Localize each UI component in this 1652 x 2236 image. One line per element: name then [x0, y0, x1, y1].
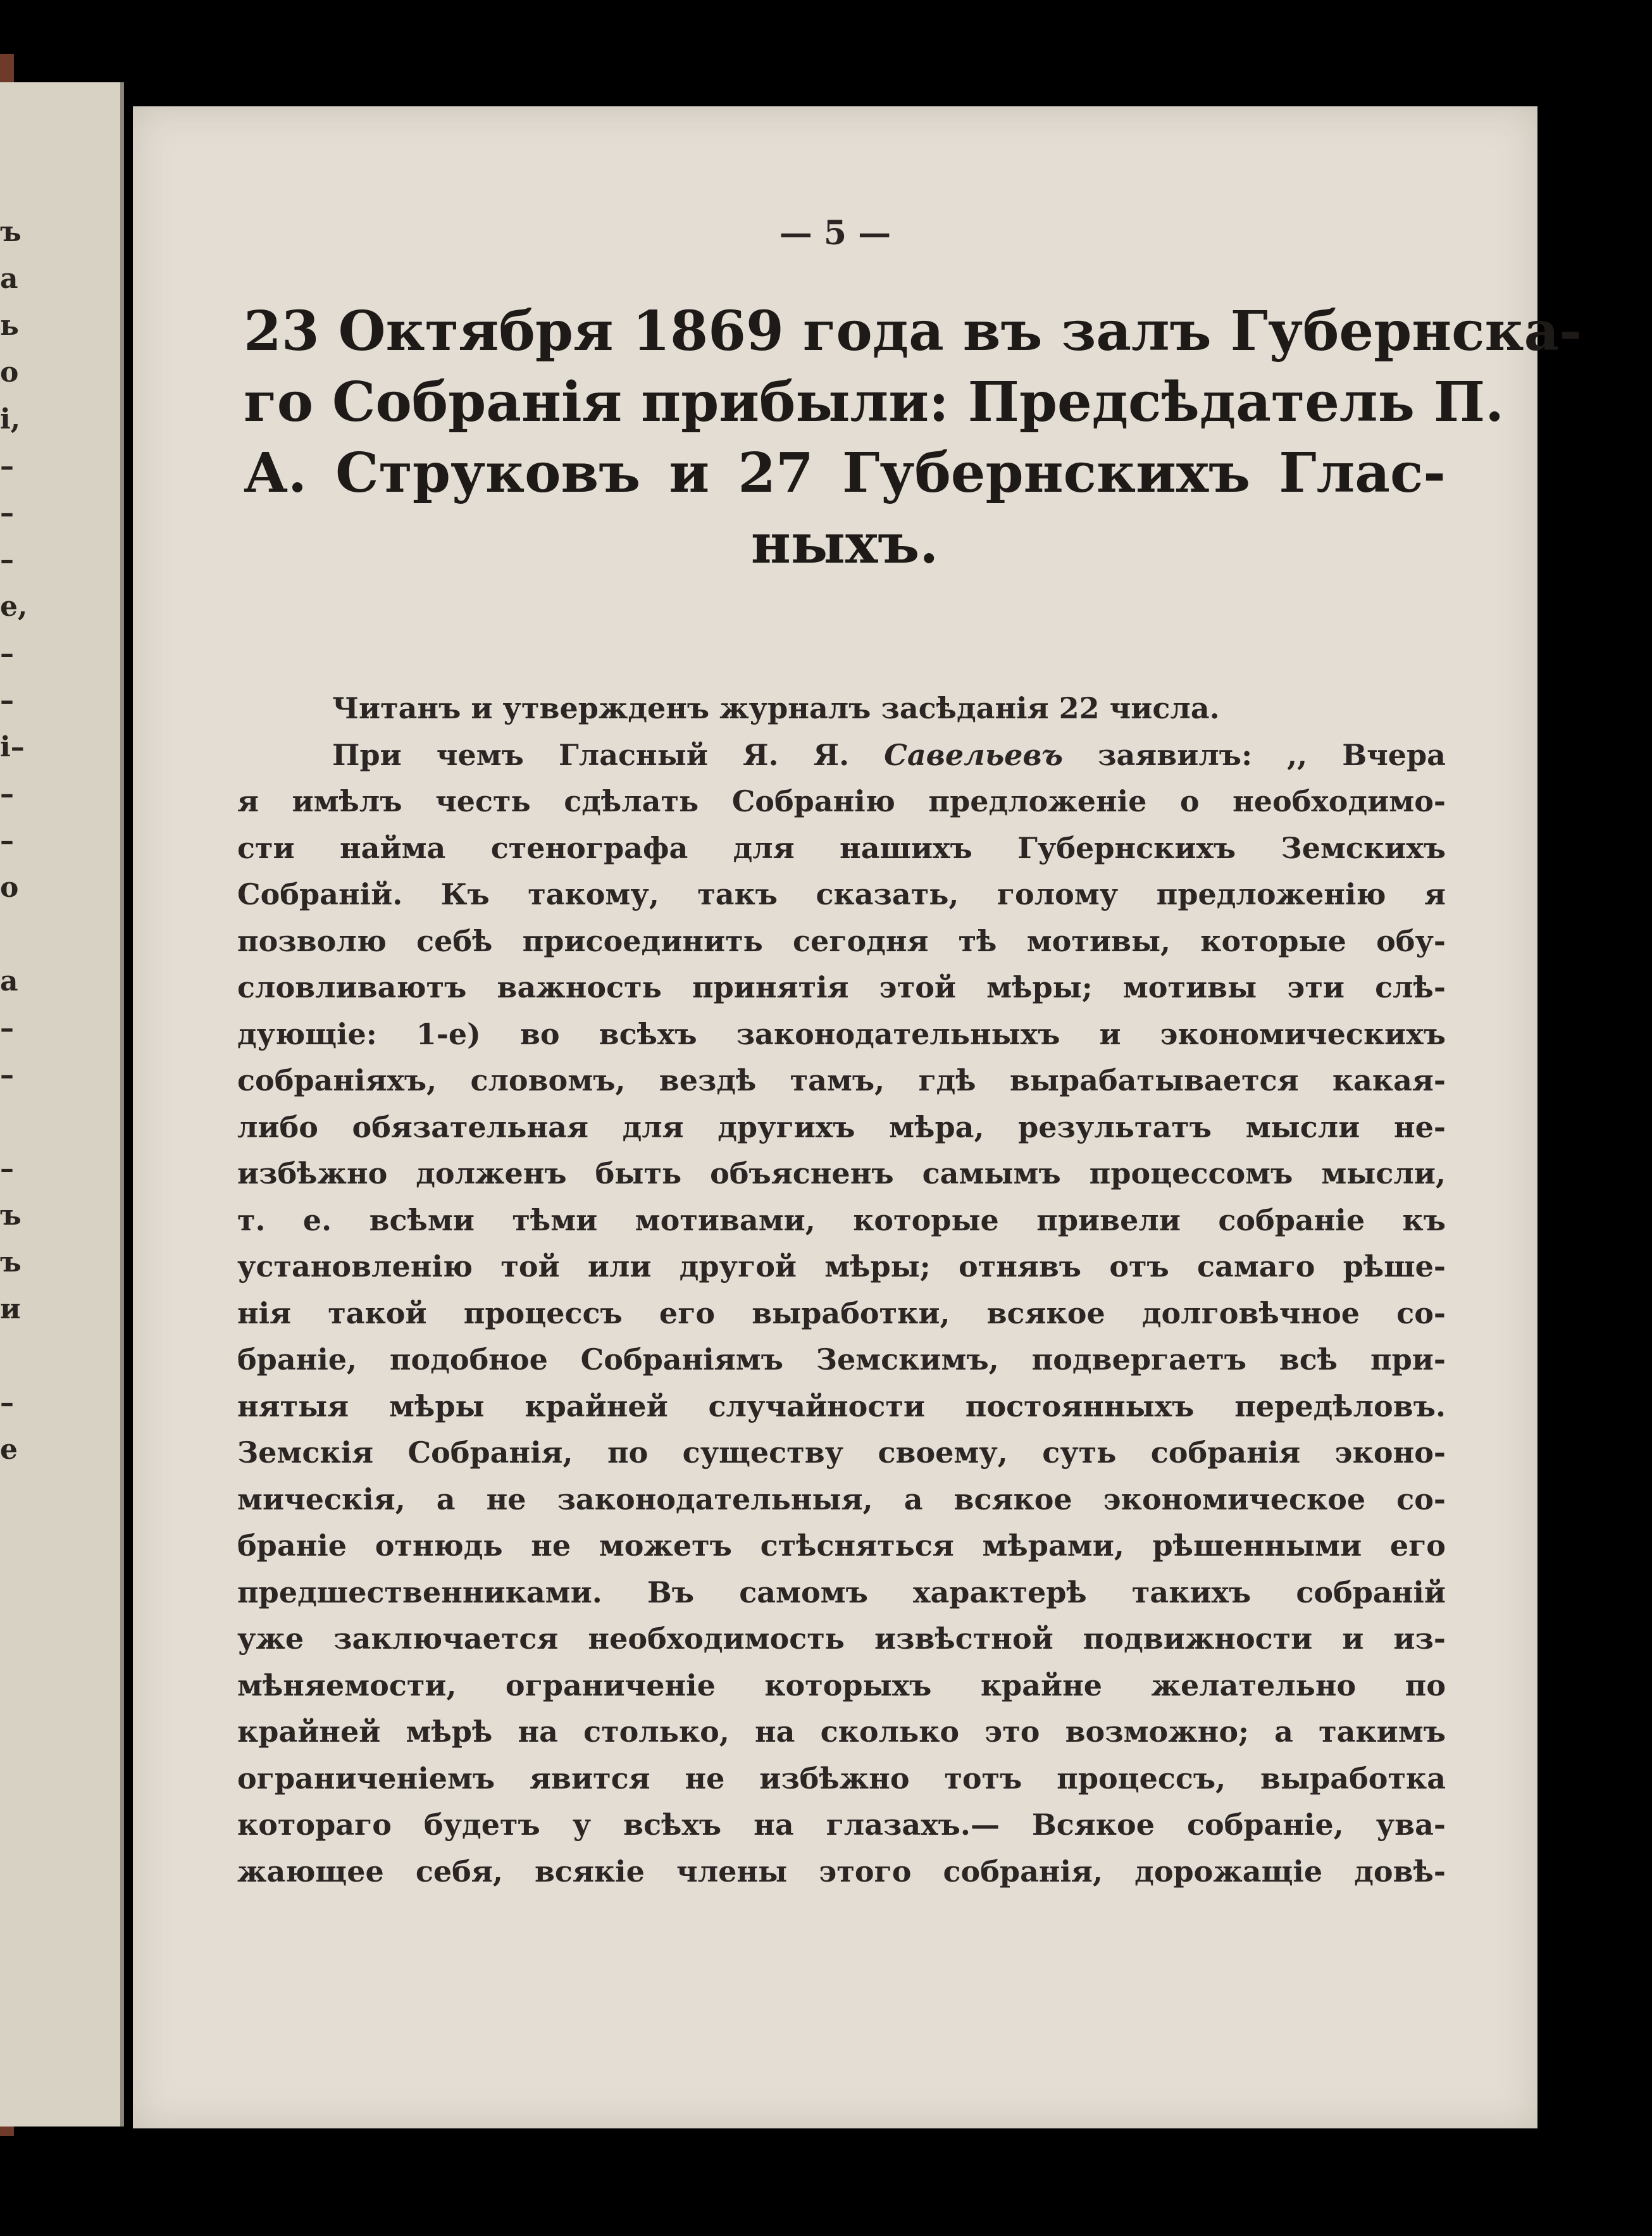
left-margin-char: ъ: [0, 1199, 22, 1232]
book-page: [133, 106, 1582, 2128]
body-line: крайней мѣрѣ на столько, на сколько это возможно; а такимъ: [237, 1714, 1446, 1749]
body-line: ограниченіемъ явится не избѣжно тотъ процессъ, выработка: [237, 1761, 1446, 1796]
left-margin-char: –: [0, 1059, 14, 1091]
body-line: жающее себя, всякіе члены этого собранія, дорожащіе довѣ-: [237, 1854, 1446, 1889]
page-number: — 5 —: [779, 214, 891, 253]
left-margin-char: –: [0, 778, 14, 810]
body-text: [237, 685, 1446, 1895]
left-margin-char: [0, 1099, 25, 1146]
body-line: мическія, а не законодательныя, а всякое экономическое со-: [237, 1482, 1446, 1516]
body-line: Собраній. Къ такому, такъ сказать, голому предложенію я: [237, 877, 1446, 911]
left-margin-char: [0, 1333, 25, 1380]
body-line-part: заявилъ: ,, Вчера: [1063, 737, 1446, 772]
body-line: [237, 732, 1446, 779]
body-line: мѣняемости, ограниченіе которыхъ крайне желательно по: [237, 1668, 1446, 1702]
body-line: нія такой процессъ его выработки, всякое долговѣчное со-: [237, 1296, 1446, 1330]
body-line: Земскія Собранія, по существу своему, суть собранія эконо-: [237, 1435, 1446, 1470]
left-margin-char: –: [0, 450, 14, 482]
left-margin-char: –: [0, 825, 14, 857]
body-line: Читанъ и утвержденъ журналъ засѣданія 22 числа.: [332, 691, 1220, 725]
body-line: сти найма стенографа для нашихъ Губернскихъ Земскихъ: [237, 830, 1446, 865]
heading-line: го Собранія прибыли: Предсѣдатель П.: [244, 370, 1505, 434]
body-line: браніе отнюдь не можетъ стѣсняться мѣрами, рѣшенными его: [237, 1528, 1446, 1563]
left-margin-char: о: [0, 871, 19, 904]
body-line: предшественниками. Въ самомъ характерѣ такихъ собраній: [237, 1575, 1446, 1609]
heading-line: А. Струковъ и 27 Губернскихъ Глас-: [244, 441, 1446, 505]
left-margin-char: і–: [0, 731, 25, 763]
body-line: уже заключается необходимость извѣстной подвижности и из-: [237, 1621, 1446, 1656]
left-margin-char: [0, 911, 25, 958]
left-page-edge: [0, 82, 124, 2127]
left-margin-char: е,: [0, 590, 28, 623]
left-margin-char: –: [0, 1012, 14, 1044]
body-line: собраніяхъ, словомъ, вездѣ тамъ, гдѣ вырабатывается какая-: [237, 1063, 1446, 1097]
body-line: я имѣлъ честь сдѣлать Собранію предложеніе о необходимо-: [237, 784, 1446, 818]
left-margin-char: а: [0, 263, 18, 295]
left-margin-char: і,: [0, 403, 21, 435]
page-heading: [244, 296, 1582, 580]
heading-line: ныхъ.: [750, 512, 939, 576]
body-line: позволю себѣ присоединить сегодня тѣ мотивы, которые обу-: [237, 923, 1446, 958]
body-line: избѣжно долженъ быть объясненъ самымъ процессомъ мысли,: [237, 1156, 1446, 1190]
body-line: словливаютъ важность принятія этой мѣры; мотивы эти слѣ-: [237, 970, 1446, 1004]
left-margin-char: а: [0, 965, 18, 997]
body-line: браніе, подобное Собраніямъ Земскимъ, подвергаетъ всѣ при-: [237, 1342, 1446, 1377]
left-margin-char: –: [0, 637, 14, 670]
speaker-name: Савельевъ: [884, 737, 1064, 772]
body-line: нятыя мѣры крайней случайности постоянныхъ передѣловъ.: [237, 1389, 1446, 1423]
body-line-part: При чемъ Гласный Я. Я.: [332, 737, 885, 772]
left-margin-char: е: [0, 1433, 18, 1466]
left-margin-char: ъ: [0, 1246, 22, 1278]
body-line: котораго будетъ у всѣхъ на глазахъ.— Всякое собраніе, ува-: [237, 1808, 1446, 1842]
body-line: т. е. всѣми тѣми мотивами, которые привели собраніе къ: [237, 1202, 1446, 1237]
left-margin-char: –: [0, 1152, 14, 1185]
heading-line: 23 Октября 1869 года въ залъ Губернска-: [244, 299, 1582, 363]
left-margin-char: –: [0, 1387, 14, 1419]
left-margin-char: ъ: [0, 216, 22, 248]
left-margin-char: –: [0, 684, 14, 716]
body-line: либо обязательная для другихъ мѣра, результатъ мысли не-: [237, 1109, 1446, 1144]
left-page-margin-text: [0, 209, 28, 1473]
left-margin-char: и: [0, 1293, 21, 1325]
left-margin-char: –: [0, 497, 14, 529]
left-margin-char: о: [0, 356, 19, 389]
left-margin-char: ь: [0, 309, 19, 342]
left-margin-char: –: [0, 544, 14, 576]
body-line: дующіе: 1-е) во всѣхъ законодательныхъ и экономическихъ: [237, 1016, 1446, 1051]
body-line: установленію той или другой мѣры; отнявъ отъ самаго рѣше-: [237, 1249, 1446, 1284]
